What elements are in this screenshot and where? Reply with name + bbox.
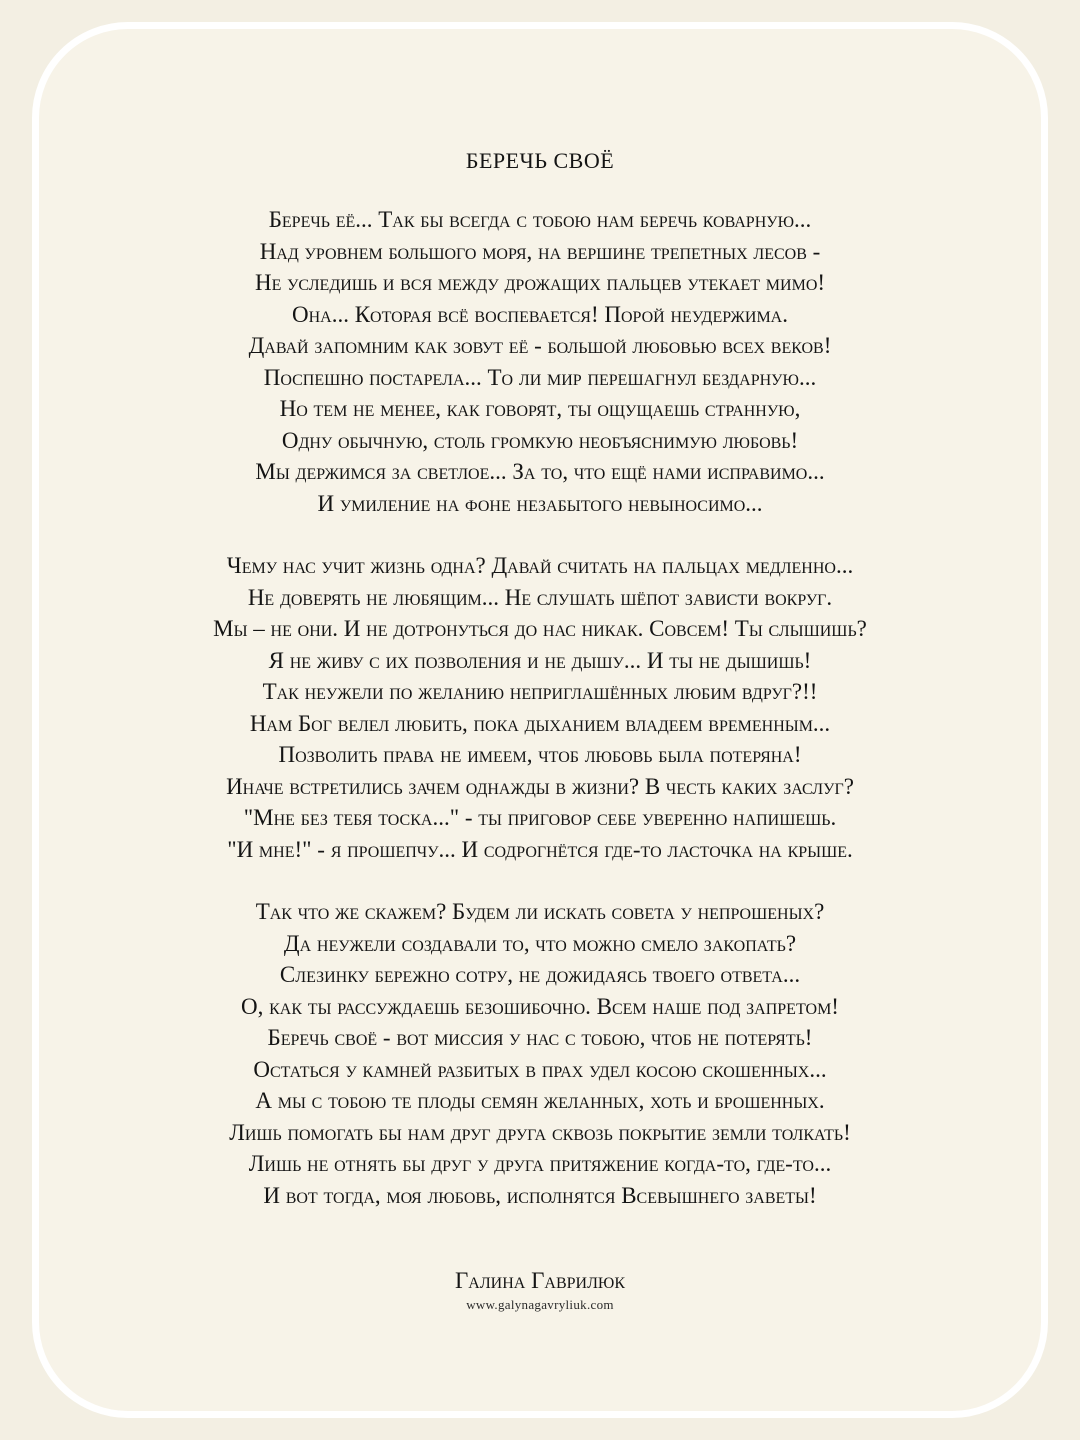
poem-line: Лишь не отнять бы друг у друга притяжение когда-то, где-то...: [248, 1151, 832, 1176]
poem-line: Мы держимся за светлое... За то, что ещё нами исправимо...: [255, 459, 825, 484]
poem-line: Она... Которая всё воспевается! Порой неудержима.: [292, 301, 788, 327]
poem-body: [0, 204, 1080, 1242]
poem-line: И умиление на фоне незабытого невыносимо...: [317, 490, 763, 516]
author-website: www.galynagavryliuk.com: [466, 1297, 614, 1312]
poem-line: Давай запомним как зовут её - большой любовью всех веков!: [248, 333, 832, 358]
poem-line: Не уследишь и вся между дрожащих пальцев утекает мимо!: [254, 270, 826, 295]
poem-line: И вот тогда, моя любовь, исполнятся Всевышнего заветы!: [263, 1182, 817, 1208]
poem-line: Не доверять не любящим... Не слушать шёпот зависти вокруг.: [247, 584, 833, 610]
poem-line: Да неужели создавали то, что можно смело закопать?: [283, 930, 797, 956]
poem-line: О, как ты рассуждаешь безошибочно. Всем наше под запретом!: [241, 993, 839, 1019]
poem-line: Так неужели по желанию неприглашённых любим вдруг?!!: [262, 679, 818, 704]
stanza-2: [0, 550, 1080, 865]
stanza-3: [0, 896, 1080, 1211]
poem-title: БЕРЕЧЬ СВОЁ: [465, 148, 615, 173]
poem-line: Слезинку бережно сотру, не дожидаясь твоего ответа...: [279, 962, 801, 987]
poem-line: Позволить права не имеем, чтоб любовь была потеряна!: [278, 742, 802, 767]
poem-line: Я не живу с их позволения и не дышу... И ты не дышишь!: [268, 647, 812, 673]
poem-line: Лишь помогать бы нам друг друга сквозь покрытие земли толкать!: [229, 1119, 851, 1145]
poem-line: Чему нас учит жизнь одна? Давай считать на пальцах медленно...: [226, 553, 854, 578]
poem-line: "И мне!" - я прошепчу... И содрогнётся где-то ласточка на крыше.: [227, 836, 853, 862]
poem-line: А мы с тобою те плоды семян желанных, хоть и брошенных.: [255, 1088, 825, 1113]
poem-line: Над уровнем большого моря, на вершине трепетных лесов -: [259, 238, 821, 264]
poem-line: Но тем не менее, как говорят, ты ощущаешь странную,: [279, 396, 801, 421]
poem-line: Одну обычную, столь громкую необъяснимую любовь!: [281, 427, 799, 453]
poem-line: Остаться у камней разбитых в прах удел косою скошенных...: [253, 1056, 827, 1082]
poem-line: Беречь её... Так бы всегда с тобою нам беречь коварную...: [268, 207, 812, 232]
author-name: Галина Гаврилюк: [454, 1268, 626, 1293]
poem-line: Мы – не они. И не дотронуться до нас никак. Совсем! Ты слышишь?: [213, 616, 867, 641]
poem-line: Нам Бог велел любить, пока дыханием владеем временным...: [249, 710, 831, 736]
poem-line: "Мне без тебя тоска..." - ты приговор себе уверенно напишешь.: [243, 805, 837, 830]
poem-line: Поспешно постарела... То ли мир перешагнул бездарную...: [263, 364, 817, 390]
poem-line: Так что же скажем? Будем ли искать совета у непрошеных?: [255, 899, 825, 924]
poem-line: Иначе встретились зачем однажды в жизни? В честь каких заслуг?: [226, 773, 854, 799]
poem-line: Беречь своё - вот миссия у нас с тобою, чтоб не потерять!: [267, 1025, 813, 1050]
stanza-1: [0, 204, 1080, 519]
